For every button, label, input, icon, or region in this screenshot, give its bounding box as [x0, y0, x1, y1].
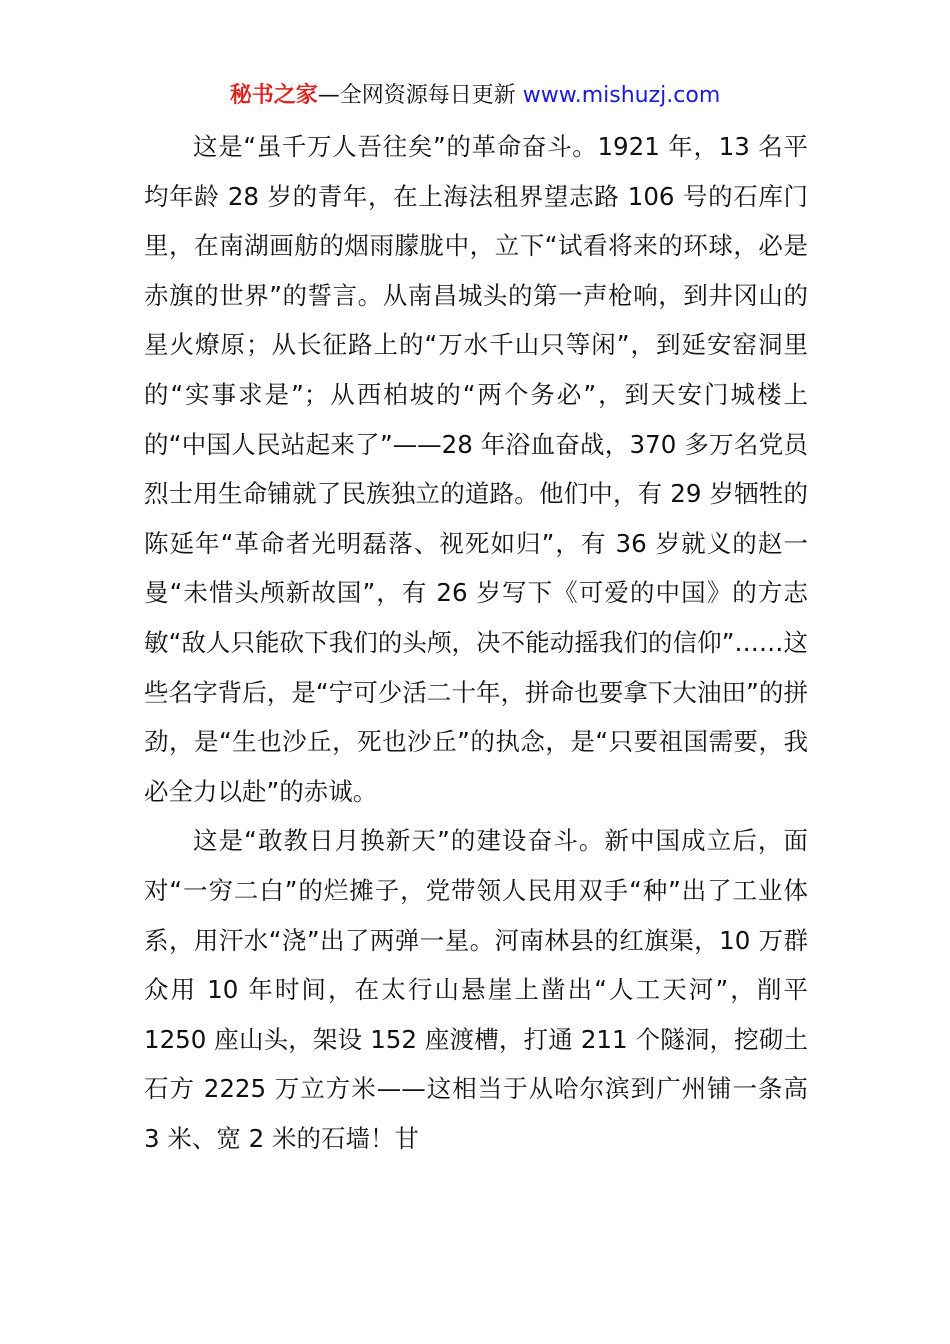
article-body: [144, 122, 808, 1163]
page-header: [0, 80, 950, 112]
paragraph-revolution: 这是“虽千万人吾往矣”的革命奋斗。1921 年，13 名平均年龄 28 岁的青年，在上海法租界望志路 106 号的石库门里，在南湖画舫的烟雨朦胧中，立下“试看将来的环球，必是赤旗的世界”的誓言。从南昌城头的第一声枪响，到井冈山的星火燎原；从长征路上的“万水千山只等闲”，到延安窑洞里的“实事求是”；从西柏坡的“两个务必”，到天安门城楼上的“中国人民站起来了”——28 年浴血奋战，370 多万名党员烈士用生命铺就了民族独立的道路。他们中，有 29 岁牺牲的陈延年“革命者光明磊落、视死如归”，有 36 岁就义的赵一曼“未惜头颅新故国”，有 26 岁写下《可爱的中国》的方志敏“敌人只能砍下我们的头颅，决不能动摇我们的信仰”……这些名字背后，是“宁可少活二十年，拼命也要拿下大油田”的拼劲，是“生也沙丘，死也沙丘”的执念，是“只要祖国需要，我必全力以赴”的赤诚。: [144, 132, 808, 806]
site-brand: 秘书之家: [229, 83, 318, 108]
site-url-link[interactable]: www.mishuzj.com: [522, 83, 721, 108]
paragraph-construction: 这是“敢教日月换新天”的建设奋斗。新中国成立后，面对“一穷二白”的烂摊子，党带领人民用双手“种”出了工业体系，用汗水“浇”出了两弹一星。河南林县的红旗渠，10 万群众用 10 年时间，在太行山悬崖上凿出“人工天河”，削平 1250 座山头，架设 152 座渡槽，打通 211 个隧洞，挖砌土石方 2225 万立方米——这相当于从哈尔滨到广州铺一条高 3 米、宽 2 米的石墙！甘: [144, 826, 808, 1153]
site-tagline: —全网资源每日更新: [317, 83, 516, 108]
